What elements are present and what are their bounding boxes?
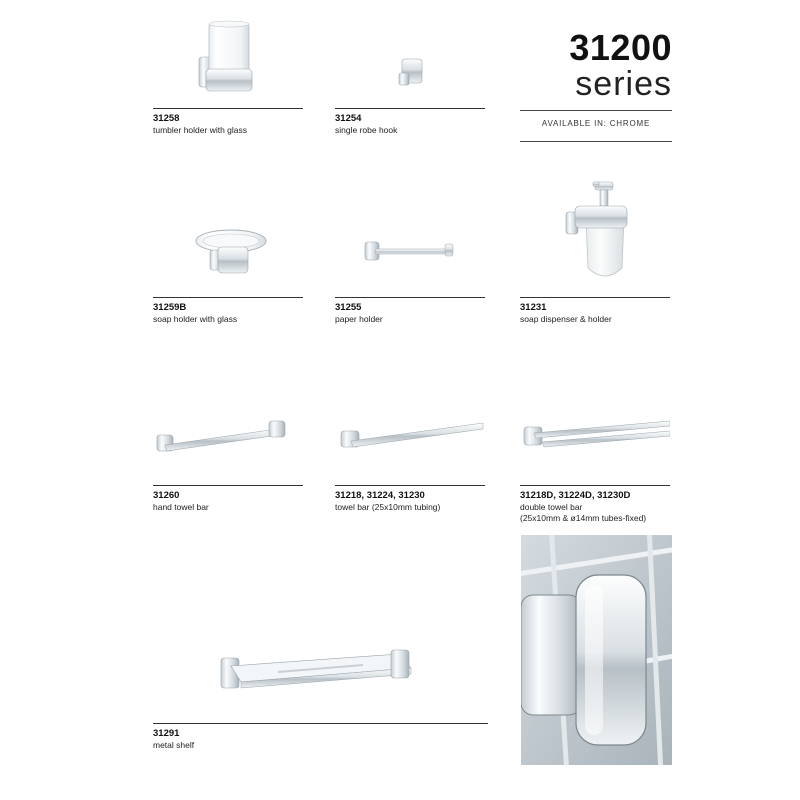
product-robe-hook	[335, 15, 485, 140]
product-rule	[153, 485, 303, 486]
product-rule	[335, 108, 485, 109]
metal-shelf-image	[153, 640, 488, 724]
product-paper-holder	[335, 205, 485, 330]
product-rule	[153, 297, 303, 298]
product-code: 31260	[153, 490, 180, 501]
product-code: 31254	[335, 113, 362, 124]
towel-bar-image	[335, 395, 485, 485]
series-word: series	[575, 65, 672, 103]
product-towel-bar	[335, 395, 485, 520]
product-code: 31255	[335, 302, 362, 313]
header-divider-bottom	[520, 141, 672, 142]
product-description: soap dispenser & holder	[520, 314, 612, 324]
availability-label: AVAILABLE IN: CHROME	[541, 119, 651, 128]
soap-dispenser-image	[520, 180, 670, 297]
product-hand-towel-bar	[153, 395, 303, 520]
product-soap-dispenser	[520, 180, 670, 330]
tumbler-holder-image	[153, 15, 303, 110]
product-code: 31218, 31224, 31230	[335, 490, 425, 501]
double-towel-bar-image	[520, 395, 670, 485]
robe-hook-image	[335, 15, 485, 110]
product-description: metal shelf	[153, 740, 195, 750]
header-divider-top	[520, 110, 672, 111]
product-rule	[153, 108, 303, 109]
product-double-towel-bar	[520, 395, 670, 530]
product-description: towel bar (25x10mm tubing)	[335, 502, 441, 512]
product-description: double towel bar	[520, 502, 583, 512]
product-code: 31231	[520, 302, 547, 313]
series-number: 31200	[569, 27, 672, 68]
robe-hook-photo-graphic	[521, 535, 672, 765]
product-rule	[335, 297, 485, 298]
product-description: soap holder with glass	[153, 314, 238, 324]
product-description: single robe hook	[335, 125, 398, 135]
product-soap-holder	[153, 205, 303, 330]
product-code: 31258	[153, 113, 180, 124]
product-rule	[335, 485, 485, 486]
hand-towel-bar-image	[153, 395, 303, 485]
product-description: tumbler holder with glass	[153, 125, 248, 135]
product-rule	[520, 485, 670, 486]
product-code: 31259B	[153, 302, 187, 313]
product-rule	[153, 723, 488, 724]
product-tumbler-holder	[153, 15, 303, 140]
paper-holder-image	[335, 205, 485, 297]
product-description-line2: (25x10mm & ø14mm tubes-fixed)	[520, 513, 647, 523]
robe-hook-lifestyle-photo	[521, 535, 672, 765]
product-code: 31218D, 31224D, 31230D	[520, 490, 631, 501]
product-description: hand towel bar	[153, 502, 209, 512]
product-description: paper holder	[335, 314, 383, 324]
product-rule	[520, 297, 670, 298]
product-metal-shelf	[153, 640, 488, 760]
product-code: 31291	[153, 728, 180, 739]
series-header	[520, 27, 672, 128]
soap-holder-image	[153, 205, 303, 297]
